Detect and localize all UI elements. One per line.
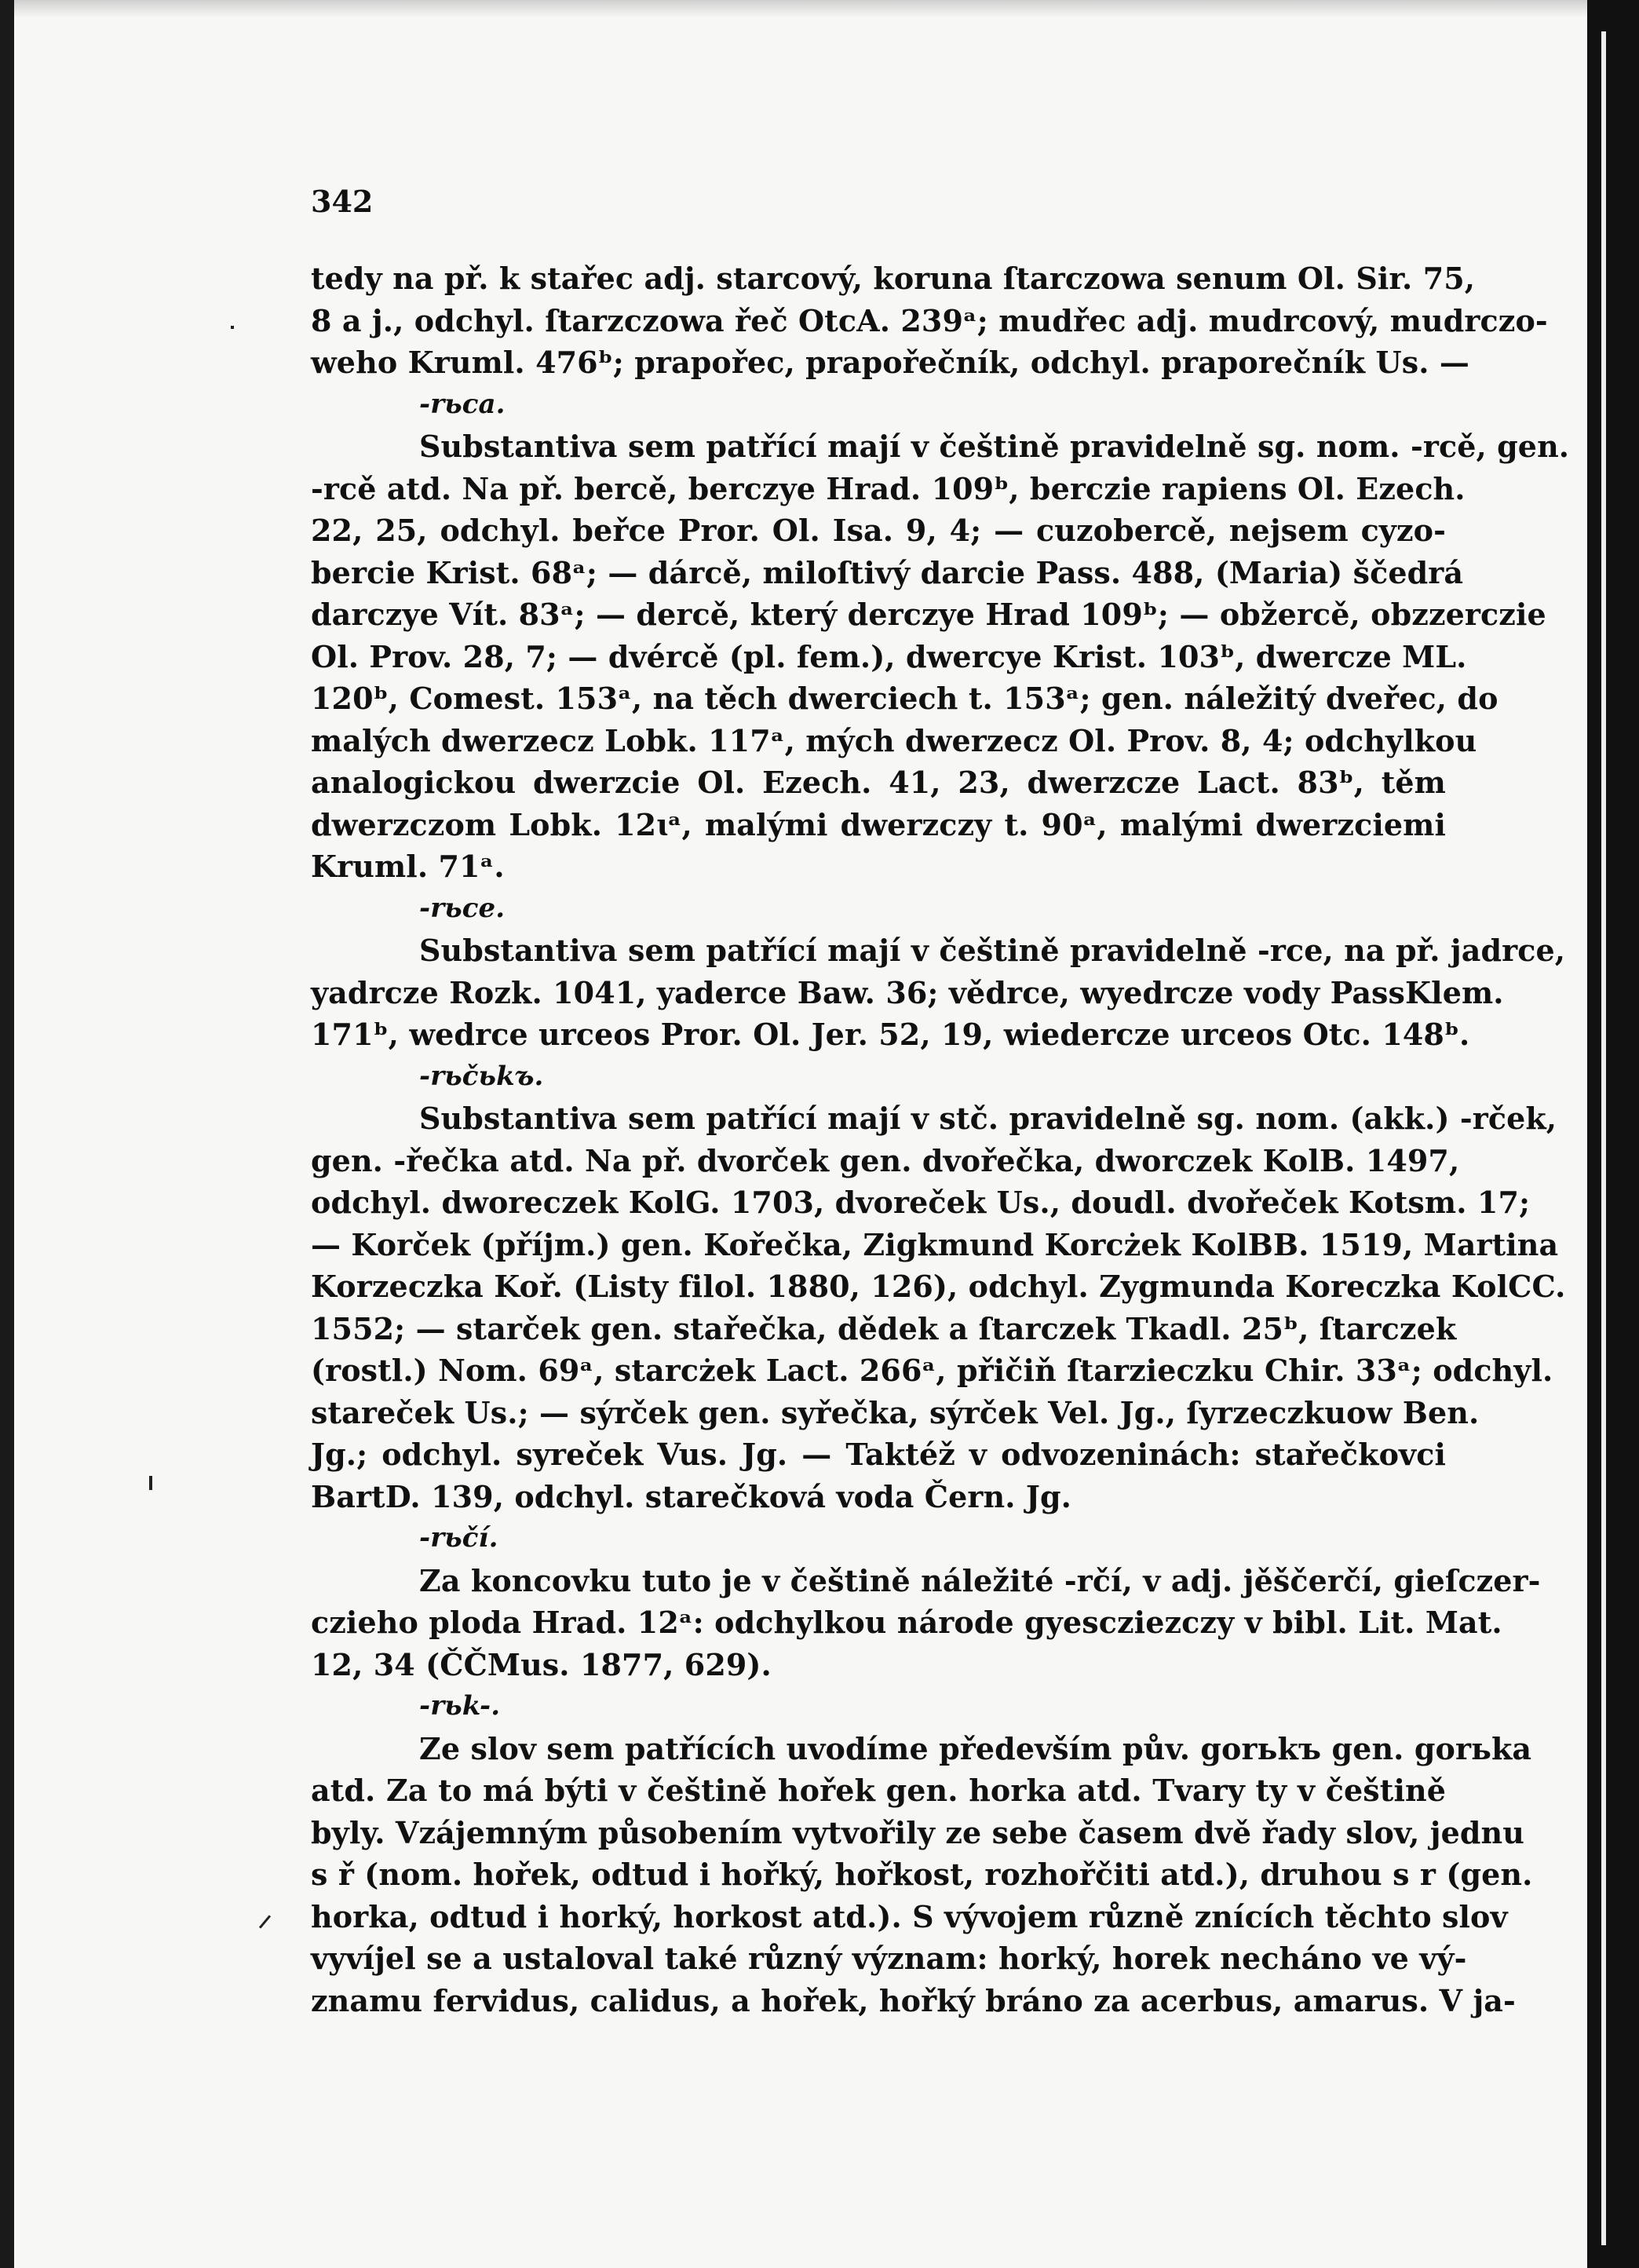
section-heading: -rьce. — [419, 892, 506, 924]
text-line: (rostl.) Nom. 69ᵃ, starcżek Lact. 266ᵃ, přičiň ſtarzieczku Chir. 33ᵃ; odchyl. — [311, 1353, 1553, 1388]
text-line: Ze slov sem patřících uvodíme především pův. gorьkъ gen. gorьka — [419, 1730, 1532, 1766]
text-line: dwerzczom Lobk. 12ɩᵃ, malými dwerzczy t. 90ᵃ, malými dwerzciemi — [311, 806, 1446, 842]
text-line: Korzeczka Koř. (Listy filol. 1880, 126), odchyl. Zygmunda Koreczka KolCC. — [311, 1269, 1566, 1304]
text-line: czieho ploda Hrad. 12ᵃ: odchylkou národe gyescziezczy v bibl. Lit. Mat. — [311, 1605, 1502, 1640]
text-line: znamu fervidus, calidus, a hořek, hořký bráno za acerbus, amarus. V ja- — [311, 1982, 1516, 2018]
text-line: gen. -řečka atd. Na př. dvorček gen. dvořečka, dworczek KolB. 1497, — [311, 1142, 1460, 1178]
text-line: Kruml. 71ᵃ. — [311, 849, 505, 884]
text-line: Ol. Prov. 28, 7; — dvércě (pl. fem.), dwercye Krist. 103ᵇ, dwercze ML. — [311, 638, 1467, 674]
text-line: weho Kruml. 476ᵇ; prapořec, prapořečník, odchyl. praporečník Us. — — [311, 345, 1469, 380]
text-line: bercie Krist. 68ᵃ; — dárcě, miloſtivý darcie Pass. 488, (Maria) ščedrá — [311, 554, 1464, 590]
text-line: s ř (nom. hořek, odtud i hořký, hořkost, rozhořčiti atd.), druhou s r (gen. — [311, 1857, 1533, 1892]
text-line: 8 a j., odchyl. ſtarzczowa řeč OtcA. 239ᵃ; mudřec adj. mudrcový, mudrczo- — [311, 302, 1548, 338]
section-heading: -rьk-. — [419, 1690, 501, 1722]
text-line: tedy na př. k stařec adj. starcový, koruna ſtarczowa senum Ol. Sir. 75, — [311, 261, 1476, 296]
text-line: 12, 34 (ČČMus. 1877, 629). — [311, 1646, 772, 1682]
text-line: yadrcze Rozk. 1041, yaderce Baw. 36; vědrce, wyedrcze vody PassKlem. — [311, 974, 1504, 1010]
text-line: odchyl. dworeczek KolG. 1703, dvoreček Us., doudl. dvořeček Kotsm. 17; — [311, 1185, 1531, 1220]
text-line: — Korček (příjm.) gen. Kořečka, Zigkmund Korcżek KolBB. 1519, Martina — [311, 1226, 1559, 1262]
text-line: -rcě atd. Na př. bercě, berczye Hrad. 109ᵇ, berczie rapiens Ol. Ezech. — [311, 470, 1466, 506]
text-line: Substantiva sem patřící mají v češtině pravidelně sg. nom. -rcě, gen. — [419, 429, 1570, 464]
text-line: horka, odtud i horký, horkost atd.). S vývojem různě znících těchto slov — [311, 1898, 1508, 1934]
text-line: Substantiva sem patřící mají v stč. pravidelně sg. nom. (akk.) -rček, — [419, 1101, 1557, 1136]
text-line: byly. Vzájemným působením vytvořily ze sebe časem dvě řady slov, jednu — [311, 1814, 1524, 1850]
text-line: 1552; — starček gen. stařečka, dědek a ſtarczek Tkadl. 25ᵇ, ſtarczek — [311, 1310, 1457, 1346]
document-page — [14, 0, 1587, 2268]
text-line: Substantiva sem patřící mají v češtině pravidelně -rce, na př. jadrce, — [419, 933, 1566, 968]
section-heading: -rьca. — [419, 388, 506, 420]
page-number: 342 — [311, 184, 374, 219]
text-line: 120ᵇ, Comest. 153ᵃ, na těch dwerciech t. 153ᵃ; gen. náležitý dveřec, do — [311, 681, 1498, 716]
body-text — [311, 257, 1570, 2021]
text-line: atd. Za to má býti v češtině hořek gen. horka atd. Tvary ty v češtině — [311, 1773, 1446, 1808]
section-heading: -rьčí. — [419, 1522, 498, 1554]
scan-right-edge — [1587, 0, 1639, 2268]
section-heading: -rьčьkъ. — [419, 1060, 544, 1092]
text-line: stareček Us.; — sýrček gen. syřečka, sýrček Vel. Jg., ſyrzeczkuow Ben. — [311, 1394, 1480, 1430]
text-line: darczye Vít. 83ᵃ; — dercě, který derczye Hrad 109ᵇ; — obžercě, obzzerczie — [311, 597, 1546, 632]
text-line: analogickou dwerzcie Ol. Ezech. 41, 23, dwerzcze Lact. 83ᵇ, těm — [311, 765, 1446, 800]
text-line: malých dwerzecz Lobk. 117ᵃ, mých dwerzecz Ol. Prov. 8, 4; odchylkou — [311, 722, 1477, 758]
margin-mark — [259, 1915, 271, 1928]
margin-mark — [231, 326, 234, 329]
scan-top-shadow — [14, 0, 1587, 17]
text-line: Jg.; odchyl. syreček Vus. Jg. — Taktéž v odvozeninách: stařečkovci — [311, 1437, 1446, 1472]
scan-edge-line — [1601, 31, 1606, 2245]
text-line: Za koncovku tuto je v češtině náležité -rčí, v adj. jěščerčí, gieſczer- — [419, 1562, 1541, 1598]
text-line: BartD. 139, odchyl. starečková voda Čern. Jg. — [311, 1478, 1071, 1514]
text-line: 22, 25, odchyl. beřce Pror. Ol. Isa. 9, 4; — cuzobercě, nejsem cyzo- — [311, 513, 1446, 548]
text-line: 171ᵇ, wedrce urceos Pror. Ol. Jer. 52, 19, wiedercze urceos Otc. 148ᵇ. — [311, 1017, 1470, 1052]
text-line: vyvíjel se a ustaloval také různý význam: horký, horek necháno ve vý- — [311, 1941, 1467, 1976]
margin-mark — [149, 1476, 152, 1490]
